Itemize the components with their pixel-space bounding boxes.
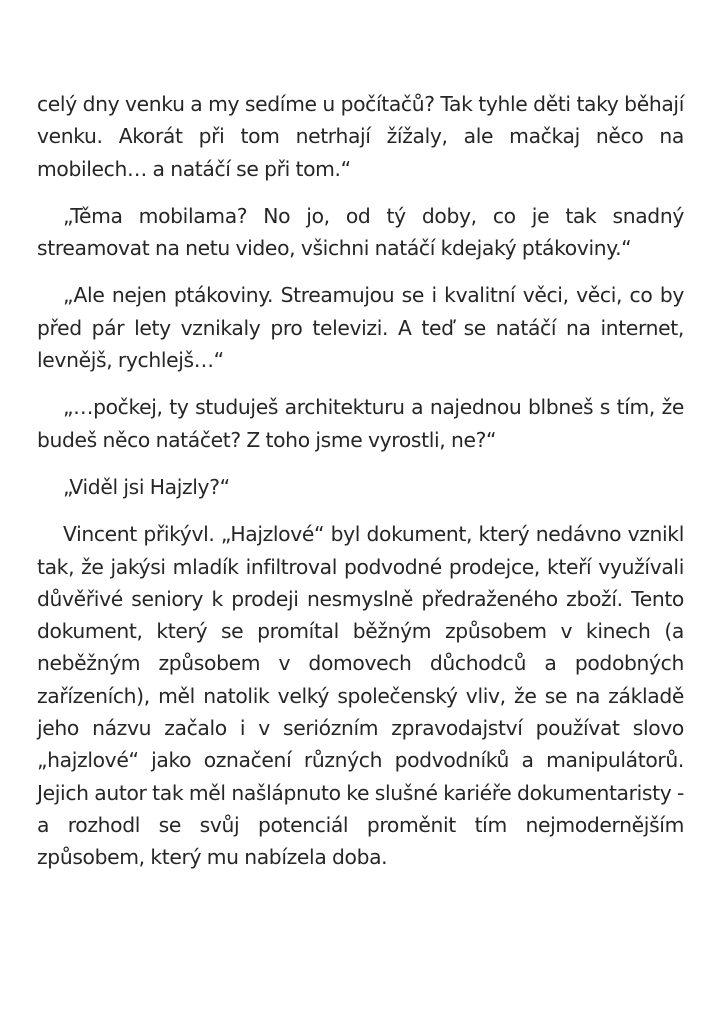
- document-page: [37, 88, 684, 889]
- paragraph-dialogue-architecture: „…počkej, ty studuješ architekturu a najednou blbneš s tím, že budeš něco natáčet? Z toho jsme vyrostli, ne?“: [37, 395, 684, 452]
- paragraph-continuation: celý dny venku a my sedíme u počítačů? Tak tyhle děti taky běhají venku. Akorát při tom netrhají žížaly, ale mačkaj něco na mobilech… a natáčí se při tom.“: [37, 92, 684, 181]
- paragraph-dialogue-hajzly: „Viděl jsi Hajzly?“: [63, 474, 230, 499]
- paragraph-dialogue-mobiles: „Těma mobilama? No jo, od tý doby, co je tak snadný streamovat na netu video, všichni natáčí kdejaký ptákoviny.“: [37, 203, 684, 261]
- paragraph-dialogue-streaming: „Ale nejen ptákoviny. Streamujou se i kvalitní věci, věci, co by před pár lety vznikaly pro televizi. A teď se natáčí na internet, levnějš, rychlejš…“: [37, 283, 684, 373]
- paragraph-narration-vincent: Vincent přikývl. „Hajzlové“ byl dokument, který nedávno vznikl tak, že jakýsi mladík infiltroval podvodné prodejce, kteří využívali důvěřivé seniory k prodeji nesmyslně předraženého zboží. Tento dokument, který se promítal běžným způsobem v kinech (a neběžným způsobem v domovech důchodců a podobných zařízeních), měl natolik velký společenský vliv, že se na základě jeho názvu začalo i v seriózním zpravodajství používat slovo „hajzlové“ jako označení různých podvodníků a manipulátorů. Jejich autor tak měl našlápnuto ke slušné kariéře dokumentaristy - a rozhodl se svůj potenciál proměnit tím nejmodernějším způsobem, který mu nabízela doba.: [37, 522, 684, 870]
